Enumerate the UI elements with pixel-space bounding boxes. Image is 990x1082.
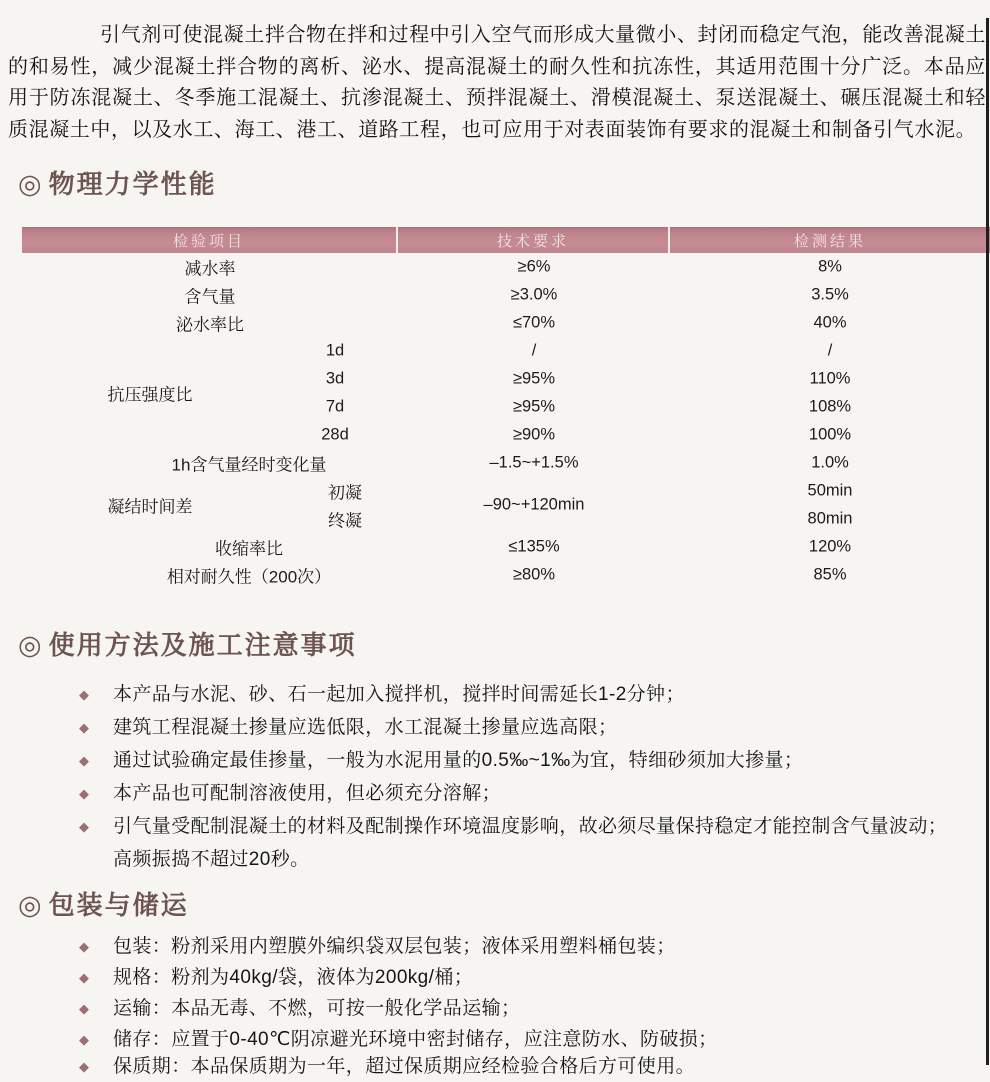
diamond-bullet-icon: ◆ [79,970,90,985]
section-marker-icon: ◎ [18,890,42,920]
section-title-usage: 使用方法及施工注意事项 [48,630,357,660]
table-cell-item: 终凝 [328,511,362,531]
table-cell-requirement: / [531,341,537,360]
usage-notes-list [0,678,962,876]
section-heading-physical [18,168,217,200]
table-header-item: 检验项目 [22,227,398,253]
list-item-text: 本产品也可配制溶液使用，但必须充分溶解； [113,783,502,804]
table-cell-requirement: ≤135% [508,537,560,556]
diamond-bullet-icon: ◆ [79,1032,90,1047]
list-item [0,810,962,876]
table-row [22,561,990,589]
table-cell-item: 3d [325,369,345,388]
packing-storage-list [0,931,962,1055]
table-row [22,281,990,309]
diamond-bullet-icon: ◆ [79,720,90,735]
diamond-bullet-icon: ◆ [79,1059,90,1074]
list-item-text: 建筑工程混凝土掺量应选低限，水工混凝土掺量应选高限； [113,717,618,738]
table-cell-requirement: ≥3.0% [510,285,558,304]
clipped-bottom-text: 保质期：本品保质期为一年，超过保质期应经检验合格后方可使用。 [113,1056,696,1077]
table-header-row [22,227,990,253]
table-row [22,533,990,561]
table-cell-result: 120% [808,537,852,556]
table-cell-requirement: –1.5~+1.5% [489,453,579,472]
section-marker-icon: ◎ [18,169,42,199]
list-item [0,962,962,993]
list-item [0,678,962,711]
table-cell-result: 80min [807,509,853,528]
table-cell-result: 3.5% [811,285,849,304]
table-header-requirement: 技术要求 [398,227,670,253]
list-item [0,777,962,810]
diamond-bullet-icon: ◆ [79,753,90,768]
table-cell-requirement: ≥95% [512,369,556,388]
section-heading-usage [18,629,357,661]
scan-edge-artifact [986,18,989,1065]
table-row [22,421,990,449]
table-cell-item: 7d [325,397,345,416]
performance-table [22,227,990,589]
list-item-text: 引气量受配制混凝土的材料及配制操作环境温度影响，故必须尽量保持稳定才能控制含气量波动；高频振捣不超过20秒。 [113,816,948,870]
list-item [0,931,962,962]
table-cell-item: 1h含气量经时变化量 [171,455,327,475]
list-item-text: 包装：粉剂采用内塑膜外编织袋双层包装；液体采用塑料桶包装； [113,936,676,957]
table-cell-requirement: ≥95% [512,397,556,416]
table-cell-item: 含气量 [184,287,236,307]
table-cell-result: 85% [813,565,847,584]
table-group-label: 抗压强度比 [107,385,193,405]
list-item-text: 规格：粉剂为40kg/袋，液体为200kg/桶； [113,967,474,988]
table-group-label: 凝结时间差 [107,497,193,517]
table-cell-result: 1.0% [811,453,849,472]
table-cell-requirement: ≥80% [512,565,556,584]
diamond-bullet-icon: ◆ [79,819,90,834]
clipped-bottom-line [0,1051,962,1082]
table-cell-requirement: ≤70% [512,313,556,332]
table-cell-item: 1d [325,341,345,360]
diamond-bullet-icon: ◆ [79,786,90,801]
table-cell-item: 减水率 [184,259,236,279]
table-cell-result: / [827,341,833,360]
table-cell-result: 108% [808,397,852,416]
table-cell-result: 50min [807,481,853,500]
list-item [0,711,962,744]
intro-paragraph: 引气剂可使混凝土拌合物在拌和过程中引入空气而形成大量微小、封闭而稳定气泡，能改善混凝土的和易性，减少混凝土拌合物的离析、泌水、提高混凝土的耐久性和抗冻性，其适用范围十分广泛。本品应用于防冻混凝土、冬季施工混凝土、抗渗混凝土、预拌混凝土、滑模混凝土、泵送混凝土、碾压混凝土和轻质混凝土中，以及水工、海工、港工、道路工程，也可应用于对表面装饰有要求的混凝土和制备引气水泥。 [8,24,986,141]
table-cell-requirement: ≥6% [517,257,551,276]
table-row [22,309,990,337]
list-item [0,993,962,1024]
diamond-bullet-icon: ◆ [79,1001,90,1016]
table-row [22,253,990,281]
section-title-packing: 包装与储运 [48,890,189,920]
table-cell-item: 泌水率比 [176,315,244,335]
table-cell-result: 110% [809,369,851,388]
table-body [22,253,990,589]
table-cell-item: 初凝 [328,483,362,503]
table-row [22,337,990,365]
table-cell-requirement: ≥90% [512,425,556,444]
table-cell-item: 28d [321,425,349,444]
table-header-result: 检测结果 [793,232,866,250]
list-item-text: 本产品与水泥、砂、石一起加入搅拌机，搅拌时间需延长1-2分钟； [113,684,685,705]
table-cell-result: 100% [808,425,852,444]
diamond-bullet-icon: ◆ [79,687,90,702]
section-title-physical: 物理力学性能 [48,169,217,199]
table-cell-requirement-merged: –90~+120min [483,495,585,514]
table-cell-result: 40% [813,313,847,332]
section-heading-packing [18,889,189,921]
list-item [0,744,962,777]
table-cell-item: 相对耐久性（200次） [166,567,332,587]
table-cell-item: 收缩率比 [215,539,283,559]
table-row [22,449,990,477]
list-item-text: 通过试验确定最佳掺量，一般为水泥用量的0.5‰~1‰为宜，特细砂须加大掺量； [113,750,804,771]
diamond-bullet-icon: ◆ [79,939,90,954]
list-item-text: 储存：应置于0-40℃阴凉避光环境中密封储存，应注意防水、防破损； [113,1029,718,1050]
table-cell-result: 8% [818,257,842,276]
section-marker-icon: ◎ [18,630,42,660]
list-item-text: 运输：本品无毒、不燃，可按一般化学品运输； [113,998,521,1019]
